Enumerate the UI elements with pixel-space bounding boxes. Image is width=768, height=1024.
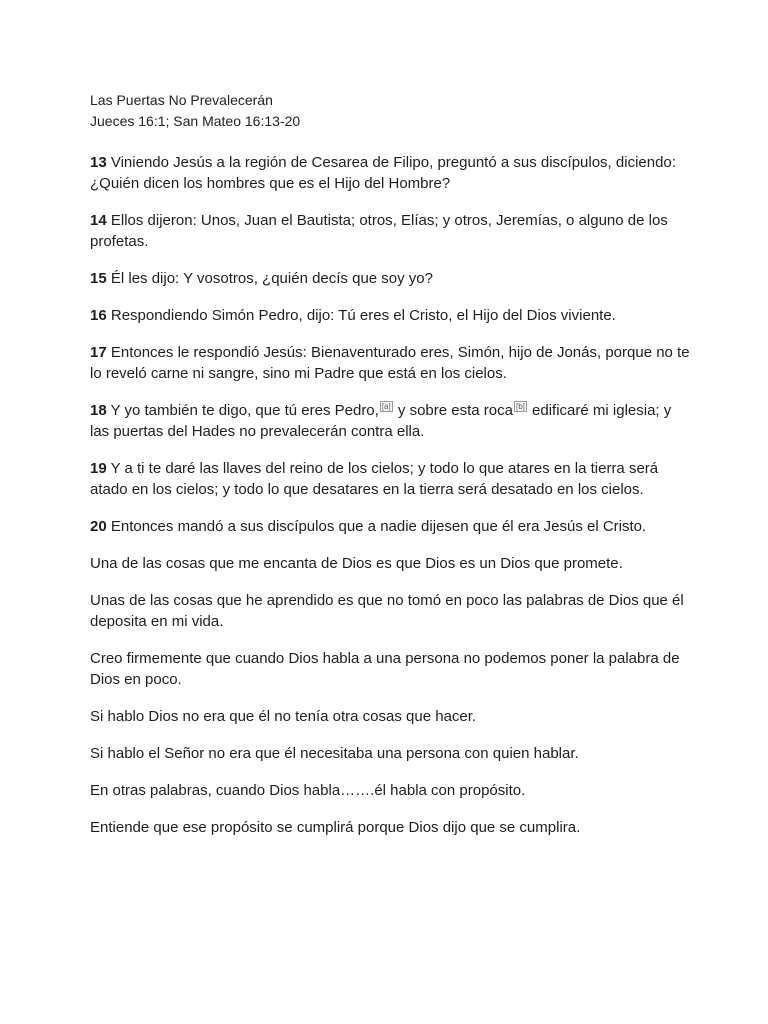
verse-text: Entonces mandó a sus discípulos que a nadie dijesen que él era Jesús el Cristo. [110, 518, 647, 535]
body-paragraph: En otras palabras, cuando Dios habla…….él habla con propósito. [90, 782, 526, 799]
document-page [90, 90, 690, 854]
scripture-reference: Jueces 16:1; San Mateo 16:13-20 [90, 113, 301, 129]
body-paragraph: Creo firmemente que cuando Dios habla a una persona no podemos poner la palabra de Dios en poco. [90, 650, 680, 688]
footnote-marker-b[interactable]: [b] [515, 402, 525, 411]
verse-20 [90, 516, 690, 537]
verse-number: 19 [90, 460, 107, 477]
verse-number: 17 [90, 344, 107, 361]
document-title: Las Puertas No Prevalecerán [90, 92, 273, 108]
verse-17 [90, 342, 690, 384]
verse-text: Y a ti te daré las llaves del reino de los cielos; y todo lo que atares en la tierra será atado en los cielos; y todo lo que desatares en la tierra será desatado en los cielos. [90, 460, 659, 498]
verse-number: 16 [90, 307, 107, 324]
body-paragraph: Entiende que ese propósito se cumplirá porque Dios dijo que se cumplira. [90, 819, 581, 836]
body-paragraph: Si hablo Dios no era que él no tenía otra cosas que hacer. [90, 708, 477, 725]
verse-text: y sobre esta roca [393, 402, 513, 419]
body-paragraph: Unas de las cosas que he aprendido es que no tomó en poco las palabras de Dios que él deposita en mi vida. [90, 592, 684, 630]
verse-16 [90, 305, 690, 326]
verse-list [90, 152, 690, 838]
verse-19 [90, 458, 690, 500]
body-paragraph: Una de las cosas que me encanta de Dios es que Dios es un Dios que promete. [90, 555, 623, 572]
footnote-marker-a[interactable]: [a] [381, 402, 391, 411]
verse-13 [90, 152, 690, 194]
verse-14 [90, 210, 690, 252]
verse-text: edificaré mi iglesia; y las puertas del Hades no prevalecerán contra ella. [90, 402, 672, 440]
verse-number: 20 [90, 518, 107, 535]
verse-text: Viniendo Jesús a la región de Cesarea de Filipo, preguntó a sus discípulos, diciendo: ¿Quién dicen los hombres que es el Hijo del Hombre? [90, 154, 676, 192]
verse-18 [90, 400, 690, 442]
verse-number: 15 [90, 270, 107, 287]
verse-number: 14 [90, 212, 107, 229]
verse-number: 13 [90, 154, 107, 171]
verse-text: Ellos dijeron: Unos, Juan el Bautista; otros, Elías; y otros, Jeremías, o alguno de los profetas. [90, 212, 668, 250]
verse-number: 18 [90, 402, 107, 419]
verse-text: Respondiendo Simón Pedro, dijo: Tú eres el Cristo, el Hijo del Dios viviente. [110, 307, 616, 324]
body-paragraph: Si hablo el Señor no era que él necesitaba una persona con quien hablar. [90, 745, 579, 762]
verse-15 [90, 268, 690, 289]
verse-text: Él les dijo: Y vosotros, ¿quién decís que soy yo? [110, 270, 433, 287]
verse-text: Y yo también te digo, que tú eres Pedro, [110, 402, 379, 419]
verse-text: Entonces le respondió Jesús: Bienaventurado eres, Simón, hijo de Jonás, porque no te lo reveló carne ni sangre, sino mi Padre que está en los cielos. [90, 344, 690, 382]
